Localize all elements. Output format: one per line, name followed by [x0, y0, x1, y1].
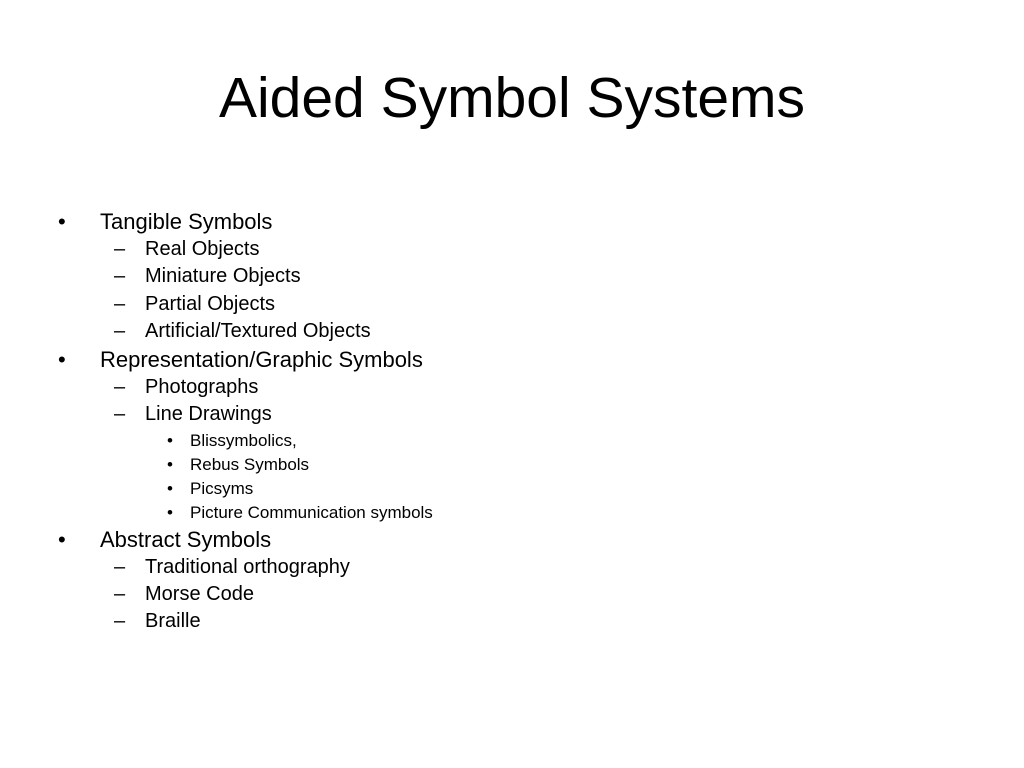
bullet-text: Abstract Symbols: [100, 526, 272, 552]
dash-marker: –: [114, 319, 126, 342]
sub-bullet-item-miniature-objects: [0, 263, 1024, 290]
dash-marker: –: [114, 238, 126, 260]
sub-bullet-text: Artificial/Textured Objects: [145, 319, 371, 342]
sub-bullet-item-morse-code: [0, 581, 1024, 608]
sub-sub-bullet-item-picsyms: [0, 477, 1024, 501]
bullet-marker: •: [58, 526, 66, 552]
sub-bullet-text: Partial Objects: [145, 292, 276, 315]
sub-bullet-text: Braille: [145, 610, 201, 633]
bullet-item-representation-graphic-symbols: [0, 345, 1024, 374]
bullet-text: Representation/Graphic Symbols: [100, 347, 423, 373]
dash-marker: –: [114, 292, 126, 315]
slide-title: Aided Symbol Systems: [218, 66, 806, 130]
sub-sub-bullet-item-picture-communication-symbols: [0, 501, 1024, 525]
dash-marker: –: [114, 610, 126, 633]
bullet-marker: •: [167, 430, 173, 450]
sub-bullet-text: Morse Code: [145, 583, 254, 606]
sub-bullet-item-braille: [0, 608, 1024, 635]
dash-marker: –: [114, 583, 126, 606]
dash-marker: –: [114, 265, 126, 288]
sub-bullet-text: Real Objects: [145, 238, 260, 260]
sub-sub-bullet-text: Picture Communication symbols: [190, 502, 433, 522]
sub-bullet-text: Line Drawings: [145, 403, 272, 426]
sub-bullet-item-artificial-textured-objects: [0, 318, 1024, 345]
bullet-marker: •: [167, 478, 173, 498]
bullet-list: [0, 207, 1024, 636]
sub-bullet-text: Miniature Objects: [145, 265, 301, 288]
bullet-marker: •: [167, 502, 173, 522]
bullet-marker: •: [58, 209, 66, 234]
sub-sub-bullet-text: Rebus Symbols: [190, 454, 310, 474]
sub-bullet-item-partial-objects: [0, 291, 1024, 318]
sub-bullet-item-traditional-orthography: [0, 554, 1024, 581]
sub-sub-bullet-item-blissymbolics: [0, 429, 1024, 453]
sub-bullet-item-real-objects: [0, 236, 1024, 263]
bullet-marker: •: [58, 347, 66, 373]
sub-sub-bullet-item-rebus-symbols: [0, 453, 1024, 477]
sub-sub-bullet-text: Picsyms: [190, 478, 254, 498]
sub-bullet-item-photographs: [0, 374, 1024, 401]
sub-sub-bullet-text: Blissymbolics,: [190, 430, 297, 450]
sub-bullet-item-line-drawings: [0, 401, 1024, 428]
bullet-text: Tangible Symbols: [100, 209, 273, 234]
sub-bullet-text: Photographs: [145, 376, 259, 399]
bullet-item-tangible-symbols: [0, 207, 1024, 236]
sub-bullet-text: Traditional orthography: [145, 555, 350, 578]
dash-marker: –: [114, 376, 126, 399]
bullet-item-abstract-symbols: [0, 525, 1024, 554]
bullet-marker: •: [167, 454, 173, 474]
dash-marker: –: [114, 403, 126, 426]
dash-marker: –: [114, 555, 126, 578]
